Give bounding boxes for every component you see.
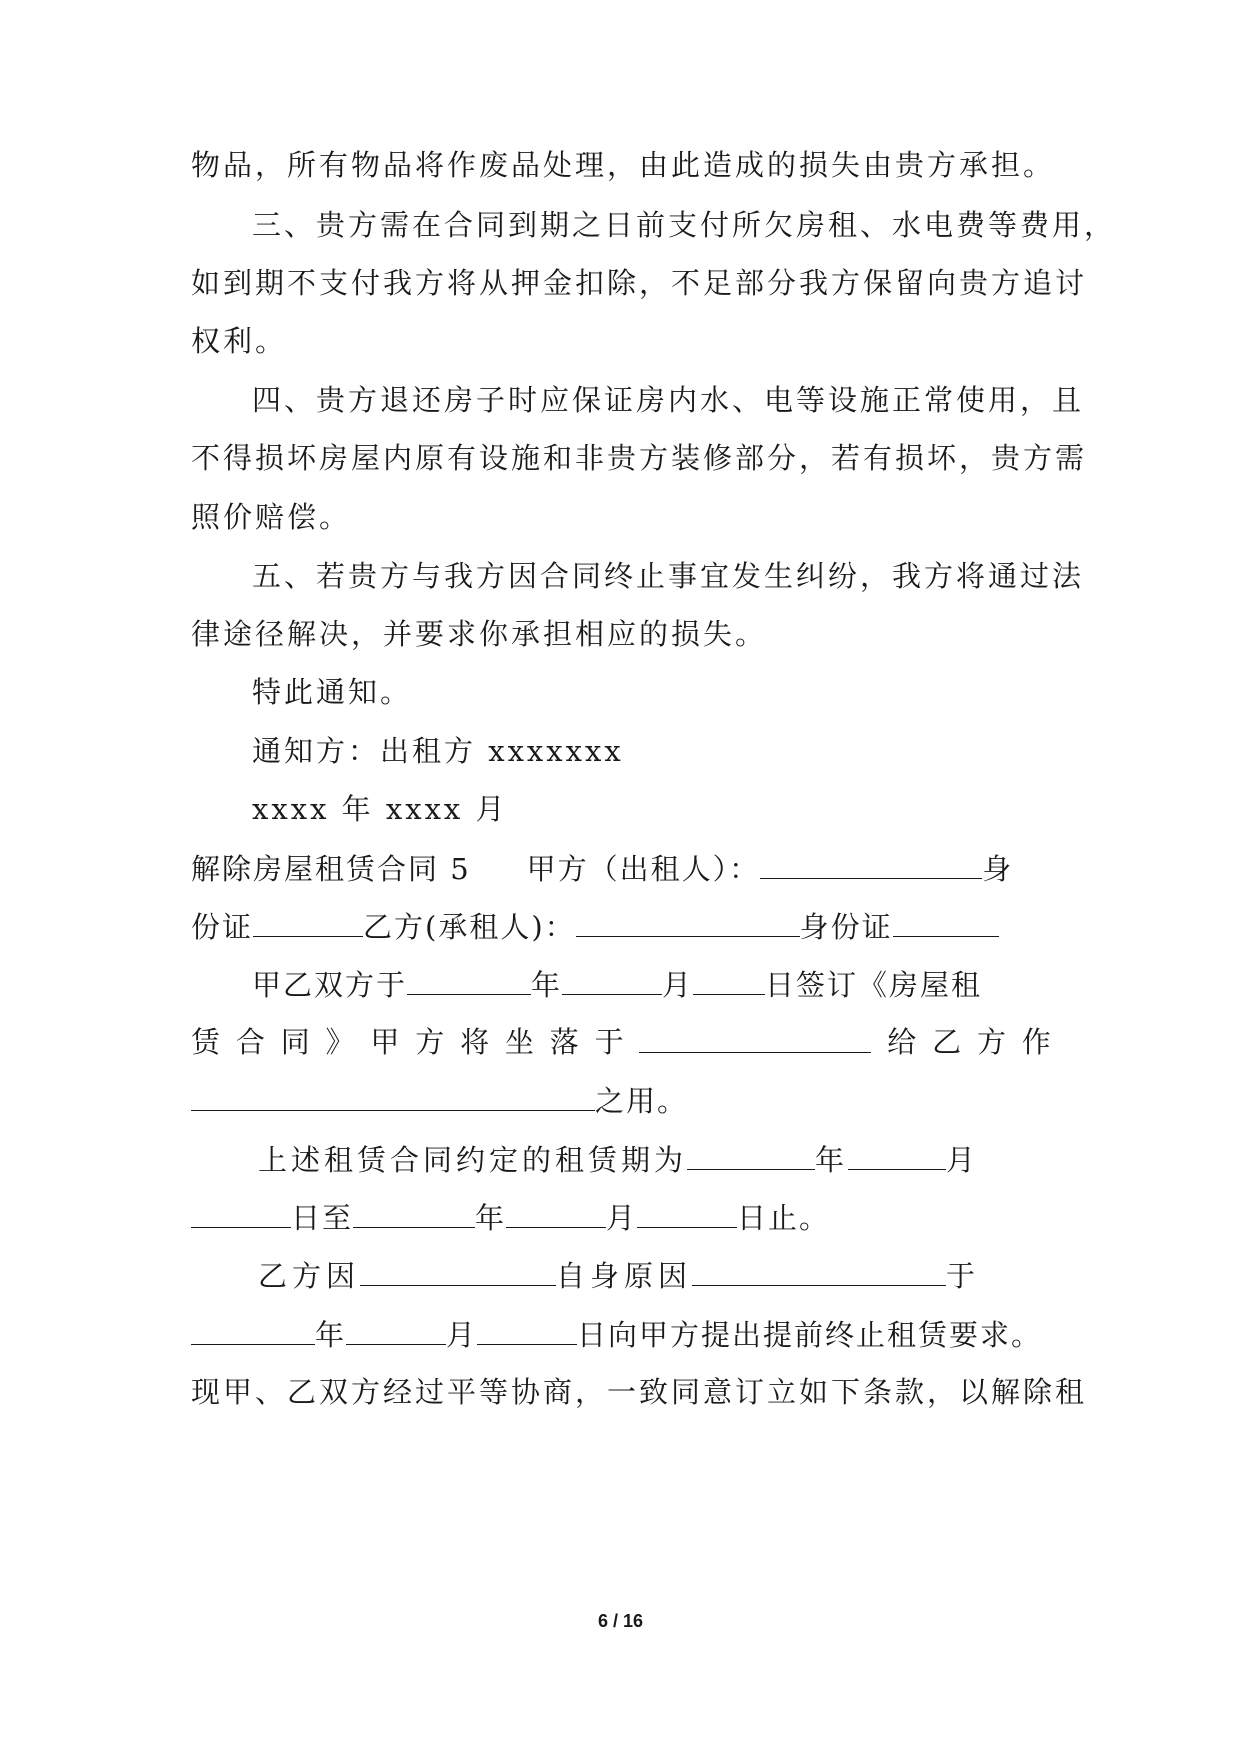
term-intro: 上述租赁合同约定的租赁期为 xyxy=(258,1143,688,1177)
contract-title: 解除房屋租赁合同 5 xyxy=(191,852,471,886)
paragraph-line: 不得损坏房屋内原有设施和非贵方装修部分，若有损坏，贵方需 xyxy=(191,441,1088,475)
contract-title-line xyxy=(191,848,1051,888)
location-line xyxy=(191,1022,1051,1062)
reason-detail-blank xyxy=(692,1255,946,1286)
because-label: 乙方因 xyxy=(258,1259,361,1293)
word: 坐 xyxy=(504,1025,534,1059)
word: 将 xyxy=(460,1025,490,1059)
signature-line: 通知方：出租方 xxxxxxx xyxy=(252,734,624,768)
day-to-label: 日至 xyxy=(291,1201,354,1235)
purpose-blank xyxy=(191,1080,595,1111)
purpose-line xyxy=(191,1080,1051,1120)
id-line xyxy=(191,906,1051,946)
term-start-day-blank xyxy=(191,1197,291,1228)
reason-blank xyxy=(360,1255,556,1286)
sign-year-blank xyxy=(407,964,531,995)
party-b-label: 乙方(承租人)： xyxy=(363,910,576,944)
id-a-label: 份证 xyxy=(191,910,254,944)
party-a-blank xyxy=(760,848,982,879)
id-label-start: 身 xyxy=(982,852,1014,886)
word: 甲 xyxy=(370,1025,400,1059)
word: 作 xyxy=(1021,1025,1051,1059)
word: 赁 xyxy=(191,1025,221,1059)
sign-intro: 甲乙双方于 xyxy=(252,968,408,1002)
word: 落 xyxy=(549,1025,579,1059)
year-label: 年 xyxy=(815,1143,849,1177)
year-label: 年 xyxy=(531,968,563,1002)
own-reason-label: 自身原因 xyxy=(556,1259,693,1293)
year-label: 年 xyxy=(475,1201,507,1235)
term-end-year-blank xyxy=(353,1197,475,1228)
request-month-blank xyxy=(346,1314,446,1345)
word: 给 xyxy=(887,1025,917,1059)
year-label: 年 xyxy=(315,1318,347,1352)
term-start-year-blank xyxy=(687,1139,815,1170)
month-label: 月 xyxy=(662,968,694,1002)
paragraph-line: 现甲、乙双方经过平等协商，一致同意订立如下条款，以解除租 xyxy=(191,1375,1088,1409)
party-a-label: 甲方（出租人）： xyxy=(526,852,761,886)
sign-date-line xyxy=(252,964,1051,1004)
request-text: 日向甲方提出提前终止租赁要求。 xyxy=(577,1318,1043,1352)
paragraph-line: 如到期不支付我方将从押金扣除，不足部分我方保留向贵方追讨 xyxy=(191,266,1088,300)
paragraph-line: 照价赔偿。 xyxy=(191,500,352,534)
word: 于 xyxy=(594,1025,624,1059)
request-day-blank xyxy=(477,1314,577,1345)
paragraph-line: 权利。 xyxy=(191,324,288,358)
id-b-blank xyxy=(893,906,999,937)
id-a-blank xyxy=(253,906,363,937)
location-blank xyxy=(639,1022,871,1053)
sign-day-text: 日签订《房屋租 xyxy=(765,968,983,1002)
paragraph-line: 五、若贵方与我方因合同终止事宜发生纠纷，我方将通过法 xyxy=(252,559,1085,593)
id-b-label: 身份证 xyxy=(799,910,893,944)
word: 合 xyxy=(235,1025,265,1059)
word: 乙 xyxy=(932,1025,962,1059)
request-year-blank xyxy=(191,1314,315,1345)
sign-day-blank xyxy=(693,964,765,995)
term-end-day-blank xyxy=(637,1197,737,1228)
paragraph-line: 律途径解决，并要求你承担相应的损失。 xyxy=(191,617,768,651)
day-end-label: 日止。 xyxy=(737,1201,831,1235)
reason-line xyxy=(258,1255,1057,1295)
party-b-blank xyxy=(576,906,800,937)
term-end-month-blank xyxy=(506,1197,606,1228)
paragraph-line: 特此通知。 xyxy=(252,675,413,709)
purpose-text: 之用。 xyxy=(595,1084,689,1118)
term-line xyxy=(258,1139,1057,1179)
request-line xyxy=(191,1314,1091,1354)
word: 方 xyxy=(976,1025,1006,1059)
term-end-line xyxy=(191,1197,1051,1237)
paragraph-line: 物品，所有物品将作废品处理，由此造成的损失由贵方承担。 xyxy=(191,148,1056,182)
paragraph-line: 四、贵方退还房子时应保证房内水、电等设施正常使用，且 xyxy=(252,383,1085,417)
term-start-month-blank xyxy=(848,1139,946,1170)
month-label: 月 xyxy=(446,1318,478,1352)
word: 》 xyxy=(325,1025,355,1059)
month-label: 月 xyxy=(606,1201,638,1235)
paragraph-line: 三、贵方需在合同到期之日前支付所欠房租、水电费等费用， xyxy=(252,208,1117,242)
word: 方 xyxy=(415,1025,445,1059)
sign-month-blank xyxy=(562,964,662,995)
at-label: 于 xyxy=(946,1259,981,1293)
page-number: 6 / 16 xyxy=(597,1611,644,1631)
month-label: 月 xyxy=(946,1143,980,1177)
word: 同 xyxy=(280,1025,310,1059)
date-line: xxxx 年 xxxx 月 xyxy=(252,792,508,826)
